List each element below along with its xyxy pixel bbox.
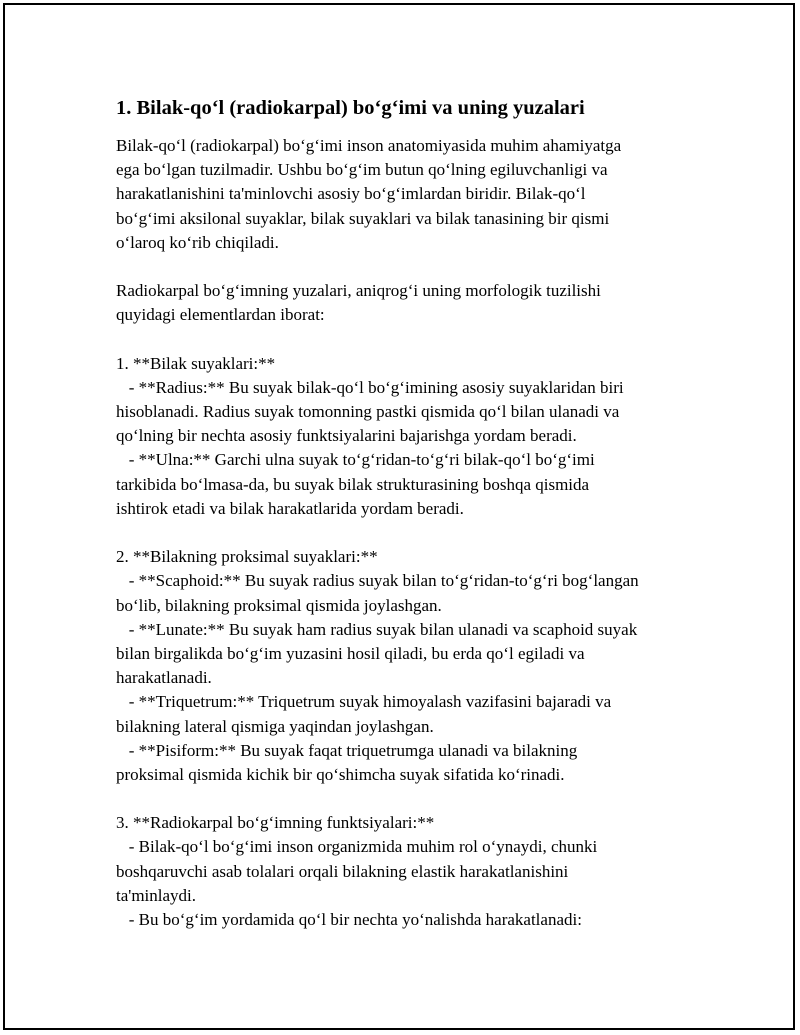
text-line: 2. **Bilakning proksimal suyaklari:**	[116, 547, 378, 567]
text-line: proksimal qismida kichik bir qo‘shimcha suyak sifatida ko‘rinadi.	[116, 764, 565, 784]
text-line: qo‘lning bir nechta asosiy funktsiyalarini bajarishga yordam beradi.	[116, 426, 577, 446]
text-line: ega bo‘lgan tuzilmadir. Ushbu bo‘g‘im butun qo‘lning egiluvchanligi va	[116, 160, 608, 180]
text-line: 1. **Bilak suyaklari:**	[116, 353, 276, 373]
text-line: ta'minlaydi.	[116, 885, 197, 905]
text-line: Bilak-qo‘l (radiokarpal) bo‘g‘imi inson anatomiyasida muhim ahamiyatga	[116, 136, 622, 155]
text-line: tarkibida bo‘lmasa-da, bu suyak bilak strukturasining boshqa qismida	[116, 474, 590, 494]
document-body	[116, 96, 696, 932]
text-line: boshqaruvchi asab tolalari orqali bilakning elastik harakatlanishini	[116, 861, 569, 881]
text-line: o‘laroq ko‘rib chiqiladi.	[116, 232, 279, 252]
text-line: quyidagi elementlardan iborat:	[116, 305, 325, 325]
text-line: Radiokarpal bo‘g‘imning yuzalari, aniqrog‘i uning morfologik tuzilishi	[116, 281, 601, 301]
text-line: - Bilak-qo‘l bo‘g‘imi inson organizmida muhim rol o‘ynaydi, chunki	[116, 837, 598, 857]
text-line: - **Scaphoid:** Bu suyak radius suyak bilan to‘g‘ridan-to‘g‘ri bog‘langan	[116, 571, 639, 591]
text-line: - Bu bo‘g‘im yordamida qo‘l bir nechta yo‘nalishda harakatlanadi:	[116, 910, 582, 929]
text-line: bo‘g‘imi aksilonal suyaklar, bilak suyaklari va bilak tanasining bir qismi	[116, 208, 610, 228]
text-line: bilan birgalikda bo‘g‘im yuzasini hosil qiladi, bu erda qo‘l egiladi va	[116, 643, 585, 663]
text-line: hisoblanadi. Radius suyak tomonning pastki qismida qo‘l bilan ulanadi va	[116, 402, 620, 422]
text-line: ishtirok etadi va bilak harakatlarida yordam beradi.	[116, 498, 464, 518]
text-line: 3. **Radiokarpal bo‘g‘imning funktsiyalari:**	[116, 813, 435, 833]
paragraph-gap	[116, 255, 696, 279]
text-line: harakatlanishini ta'minlovchi asosiy bo‘g‘imlardan biridir. Bilak-qo‘l	[116, 184, 586, 204]
text-line: - **Triquetrum:** Triquetrum suyak himoyalash vazifasini bajaradi va	[116, 692, 612, 712]
text-line: bo‘lib, bilakning proksimal qismida joylashgan.	[116, 595, 442, 615]
text-line: bilakning lateral qismiga yaqindan joylashgan.	[116, 716, 434, 736]
section-heading: 1. Bilak-qo‘l (radiokarpal) bo‘g‘imi va uning yuzalari	[116, 97, 585, 119]
text-line: - **Pisiform:** Bu suyak faqat triquetrumga ulanadi va bilakning	[116, 740, 578, 760]
paragraph-gap	[116, 521, 696, 545]
paragraph-gap	[116, 328, 696, 352]
text-line: - **Lunate:** Bu suyak ham radius suyak bilan ulanadi va scaphoid suyak	[116, 619, 638, 639]
text-line: - **Ulna:** Garchi ulna suyak to‘g‘ridan-to‘g‘ri bilak-qo‘l bo‘g‘imi	[116, 450, 595, 470]
text-line: - **Radius:** Bu suyak bilak-qo‘l bo‘g‘imining asosiy suyaklaridan biri	[116, 377, 624, 397]
paragraph-gap	[116, 787, 696, 811]
document-text	[116, 134, 696, 932]
text-line: harakatlanadi.	[116, 668, 212, 688]
